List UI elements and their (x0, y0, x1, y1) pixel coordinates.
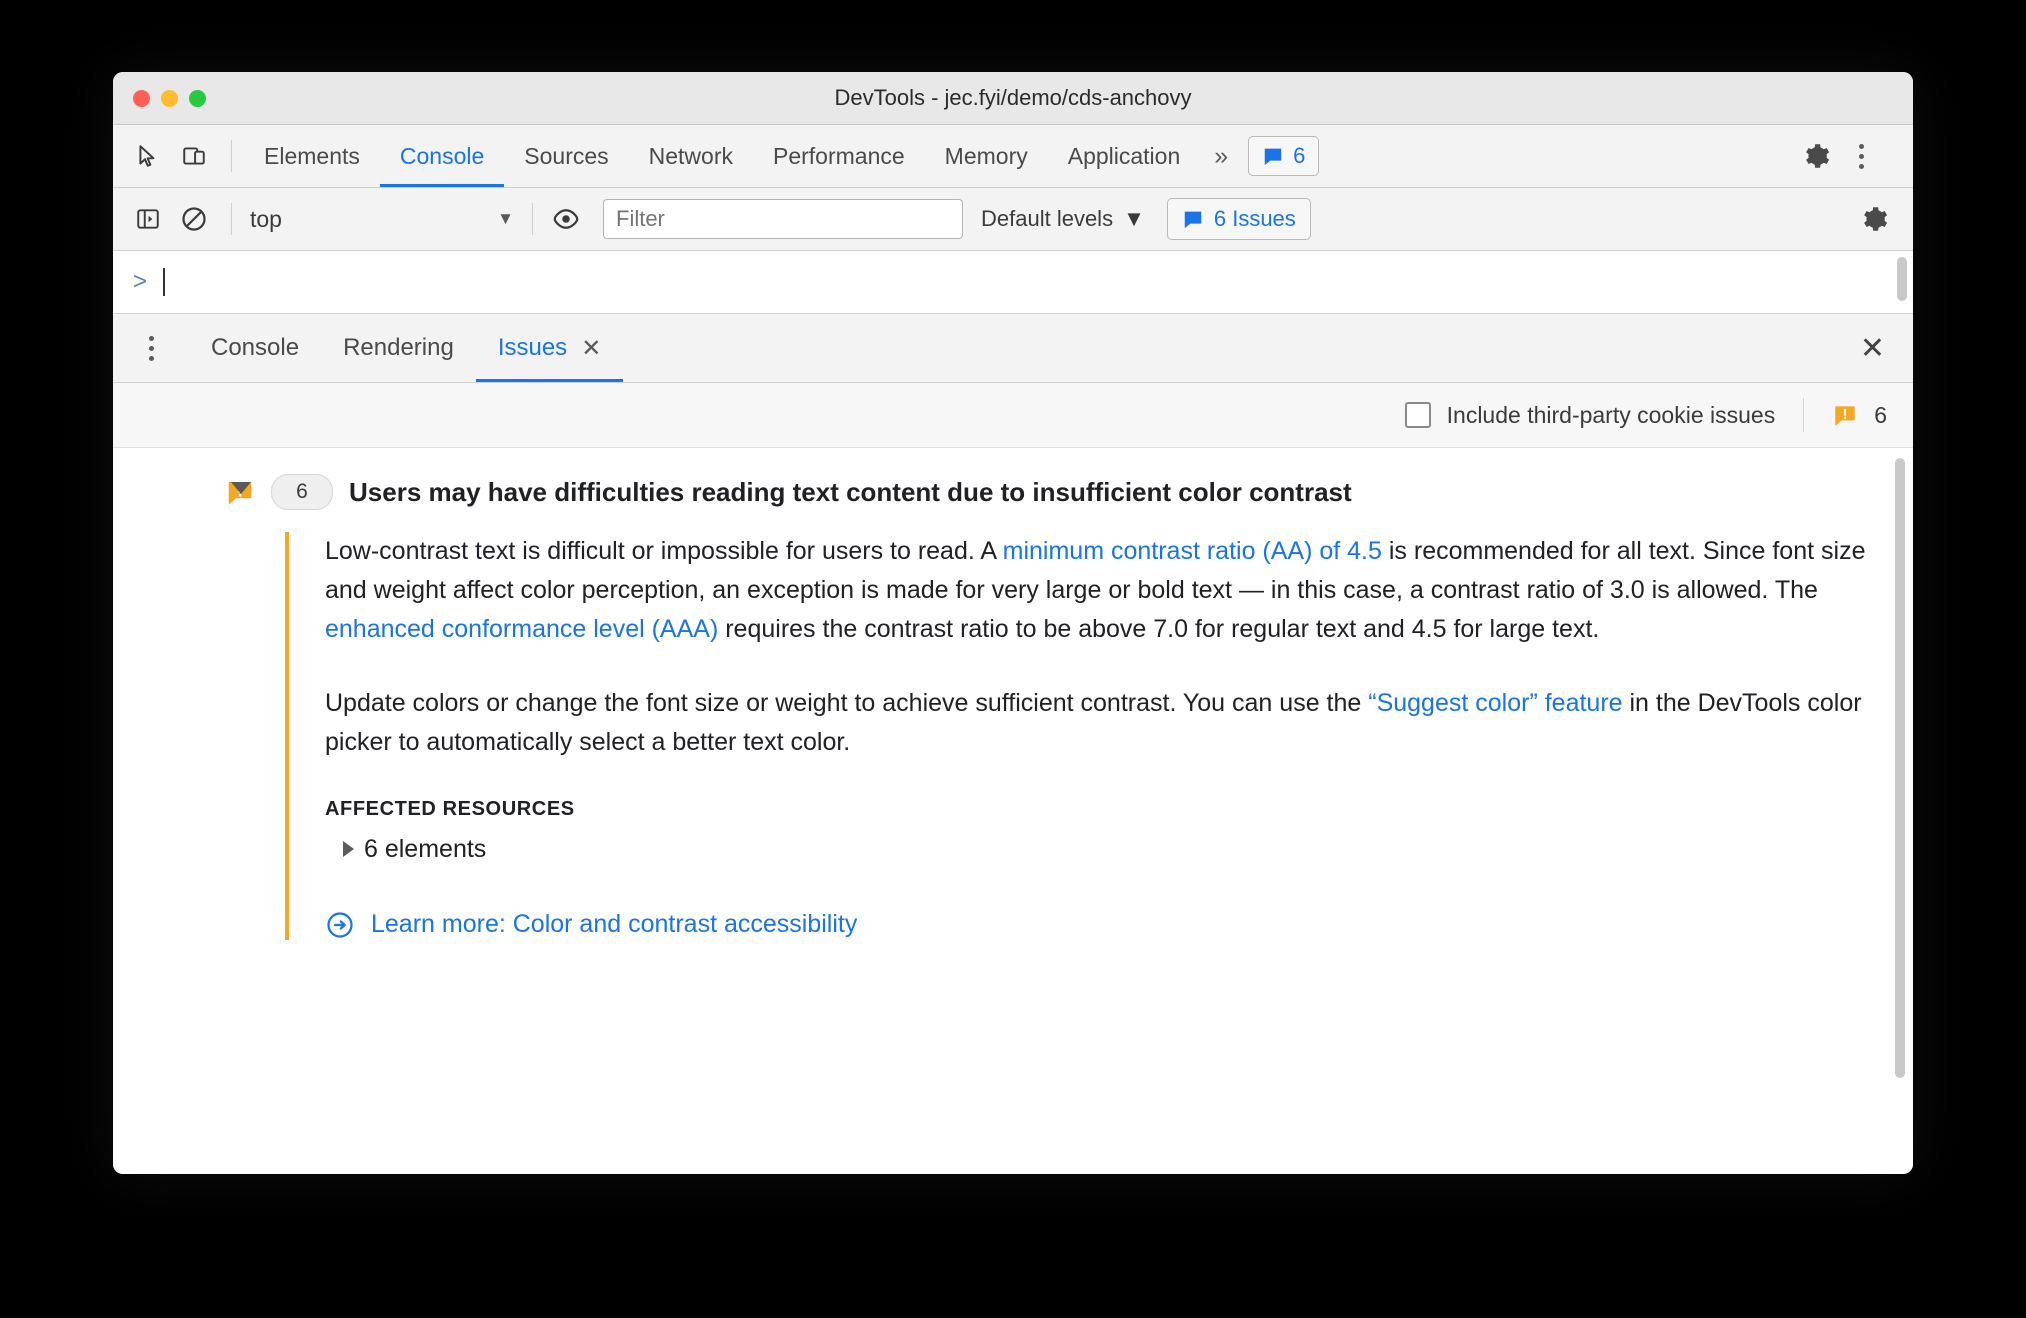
message-icon (1182, 208, 1204, 230)
issue-header-row[interactable] (113, 448, 1913, 510)
console-scrollbar[interactable] (1897, 257, 1907, 301)
execution-context-value: top (250, 205, 282, 232)
devtools-more-menu-icon[interactable] (1841, 144, 1881, 169)
issue-paragraph-1 (325, 532, 1885, 648)
inspect-element-icon[interactable] (127, 135, 169, 177)
issue-p2-text-1: Update colors or change the font size or weight to achieve sufficient contrast. You can use the (325, 689, 1369, 718)
more-tabs-icon[interactable]: » (1214, 141, 1229, 170)
console-settings-gear-icon[interactable] (1853, 198, 1895, 240)
console-toolbar-divider-2 (532, 203, 533, 235)
live-expression-eye-icon[interactable] (545, 198, 587, 240)
drawer-tab-console-label: Console (211, 334, 300, 361)
drawer-menu-icon[interactable] (131, 336, 171, 361)
tab-memory[interactable]: Memory (944, 142, 1028, 169)
expand-triangle-icon[interactable] (343, 841, 354, 857)
tab-network[interactable]: Network (648, 142, 733, 169)
issue-count-badge: 6 (271, 474, 333, 510)
issue-p1-text-3: requires the contrast ratio to be above 7.0 for regular text and 4.5 for large text. (718, 614, 1600, 643)
drawer-tab-console[interactable] (189, 314, 321, 382)
window-controls[interactable] (133, 90, 206, 107)
issue-details (285, 532, 1885, 940)
affected-resources-label: AFFECTED RESOURCES (325, 797, 575, 820)
suggest-color-link[interactable]: “Suggest color” feature (1368, 689, 1623, 718)
message-icon (1262, 145, 1284, 167)
chevron-down-icon: ▼ (497, 209, 514, 228)
warning-icon (1832, 402, 1858, 428)
console-prompt-row[interactable] (113, 251, 1913, 314)
text-caret (163, 268, 165, 296)
tab-application[interactable]: Application (1067, 142, 1181, 169)
include-third-party-cookie-checkbox[interactable] (1405, 402, 1431, 428)
drawer-tab-issues-label: Issues (497, 334, 568, 361)
clear-console-icon[interactable] (173, 198, 215, 240)
issue-disclosure-triangle[interactable] (231, 482, 251, 494)
issues-counter-button[interactable] (1248, 136, 1319, 176)
tab-sources[interactable]: Sources (524, 142, 609, 169)
enhanced-conformance-link[interactable]: enhanced conformance level (AAA) (325, 614, 719, 643)
drawer-tab-rendering-label: Rendering (343, 334, 454, 361)
execution-context-selector[interactable] (250, 206, 520, 233)
affected-elements-row[interactable] (343, 835, 1885, 864)
arrow-circle-right-icon (325, 910, 355, 940)
console-toolbar-divider (231, 203, 232, 235)
close-drawer-icon[interactable]: ✕ (1859, 331, 1885, 365)
issue-p2-text-2: in the DevTools color picker to automatically select a better text color. (325, 689, 1862, 756)
tab-console[interactable]: Console (380, 125, 504, 187)
header-divider (1803, 398, 1804, 432)
console-sidebar-icon[interactable] (127, 198, 169, 240)
tab-performance[interactable]: Performance (773, 142, 905, 169)
drawer-tab-rendering[interactable] (321, 314, 476, 382)
devtools-main-toolbar (113, 125, 1913, 188)
issue-title: Users may have difficulties reading text content due to insufficient color contrast (349, 476, 1352, 507)
issues-panel-header (113, 383, 1913, 448)
drawer-tabbar (113, 314, 1913, 383)
issues-list (113, 448, 1913, 1174)
affected-elements-label: 6 elements (364, 834, 487, 863)
log-levels-label: Default levels (981, 206, 1114, 231)
log-levels-selector[interactable] (981, 206, 1145, 232)
issue-p1-text-2: is recommended for all text. Since font size and weight affect color perception, an exception is made for very large or bold text — in this case, a contrast ratio of 3.0 is allowed. The (325, 537, 1866, 604)
issue-p1-text-1: Low-contrast text is difficult or impossible for users to read. A (325, 537, 1003, 565)
device-toolbar-icon[interactable] (173, 135, 215, 177)
console-issues-label: 6 Issues (1213, 206, 1296, 231)
issue-paragraph-2 (325, 684, 1885, 762)
close-window-button[interactable] (133, 90, 150, 107)
minimum-contrast-link[interactable]: minimum contrast ratio (AA) of 4.5 (1002, 537, 1382, 565)
issues-counter-value: 6 (1293, 143, 1306, 168)
console-issues-button[interactable] (1167, 198, 1311, 240)
include-third-party-cookie-label: Include third-party cookie issues (1446, 401, 1776, 428)
maximize-window-button[interactable] (189, 90, 206, 107)
settings-gear-icon[interactable] (1795, 135, 1837, 177)
issues-scrollbar[interactable] (1895, 458, 1905, 1078)
prompt-arrow-icon: > (133, 268, 148, 295)
toolbar-divider (231, 140, 232, 172)
issues-warning-count: 6 (1874, 401, 1887, 428)
learn-more-link[interactable]: Learn more: Color and contrast accessibility (371, 910, 858, 939)
tab-elements[interactable]: Elements (264, 142, 360, 169)
panel-tabs (244, 125, 1242, 187)
window-titlebar (113, 72, 1913, 125)
minimize-window-button[interactable] (161, 90, 178, 107)
window-title: DevTools - jec.fyi/demo/cds-anchovy (834, 85, 1192, 110)
devtools-window (113, 72, 1913, 1174)
console-filter-input[interactable] (603, 199, 963, 239)
learn-more-row[interactable] (325, 910, 1885, 940)
drawer-tab-issues[interactable] (476, 314, 623, 382)
close-icon[interactable]: ✕ (581, 334, 602, 362)
console-toolbar (113, 188, 1913, 251)
chevron-down-icon: ▼ (1123, 206, 1145, 231)
